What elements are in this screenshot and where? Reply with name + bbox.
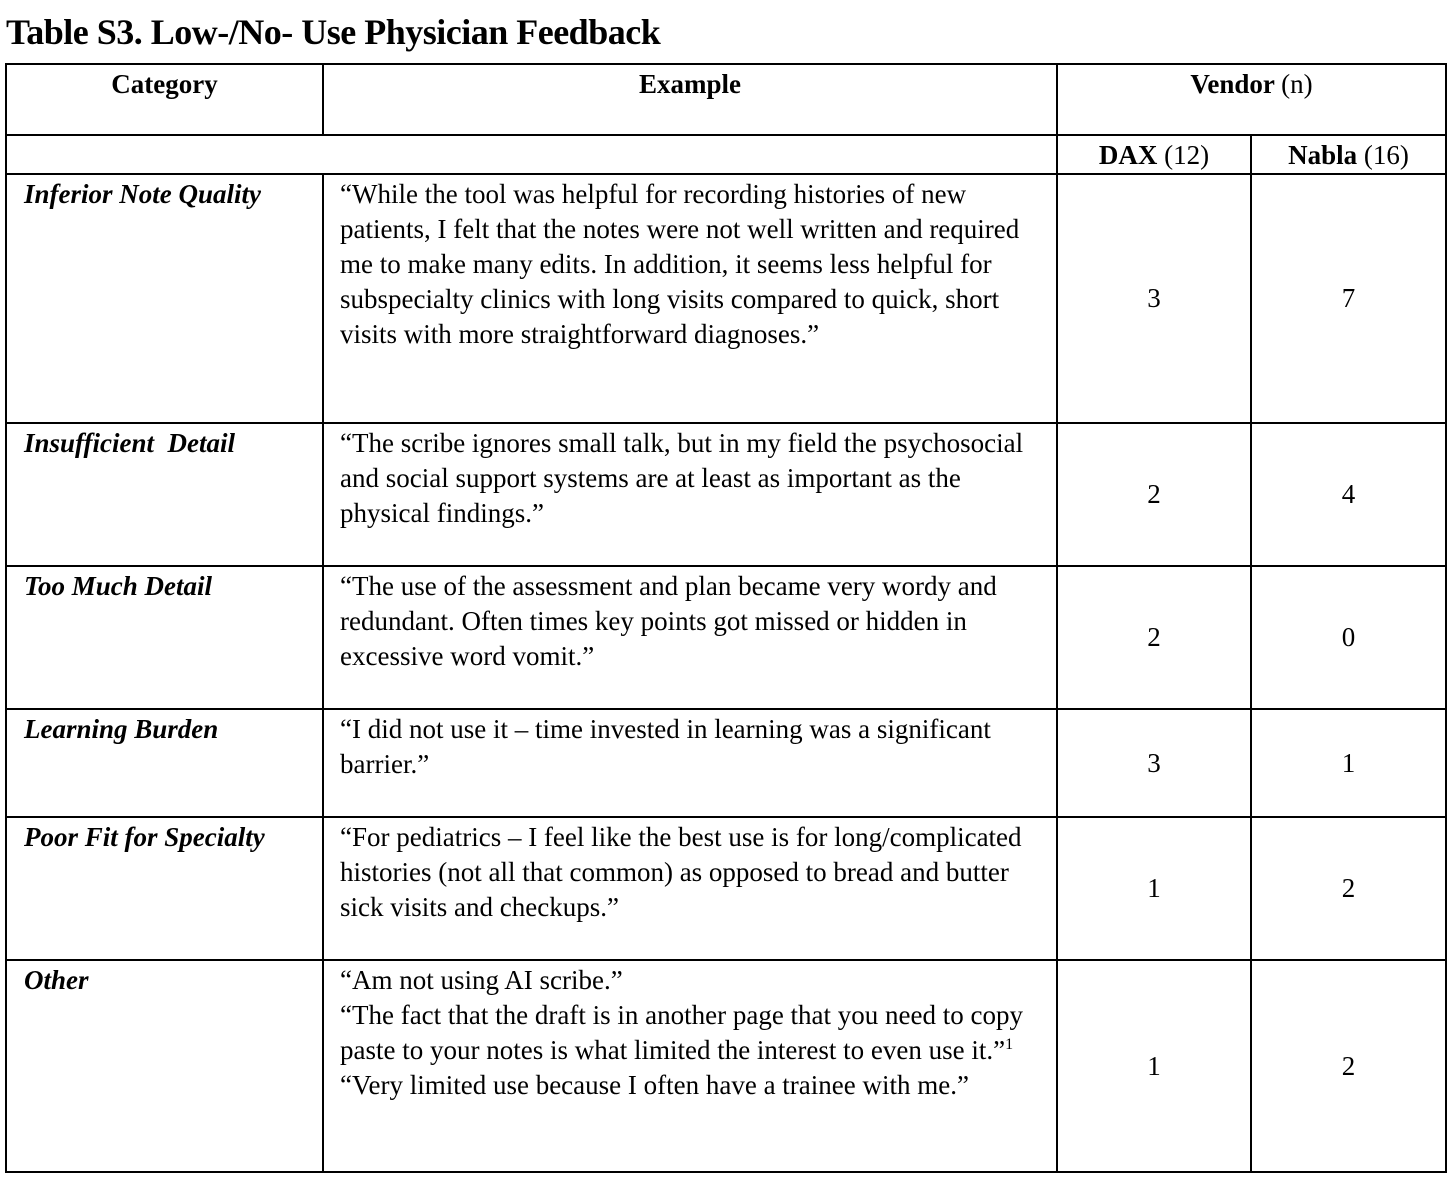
nabla-label: Nabla — [1288, 140, 1358, 170]
category-cell: Poor Fit for Specialty — [6, 817, 323, 960]
example-header: Example — [323, 64, 1057, 135]
table-row — [6, 566, 1446, 709]
example-quote: “Am not using AI scribe.” — [340, 965, 623, 995]
category-cell: Other — [6, 960, 323, 1172]
category-cell: Insufficient Detail — [6, 423, 323, 566]
example-quote: “For pediatrics – I feel like the best use is for long/complicated histories (not all that common) as opposed to bread and butter sick visits and checkups.” — [340, 822, 1022, 922]
feedback-table — [5, 63, 1447, 1173]
vendor-unit: (n) — [1281, 69, 1313, 99]
nabla-header — [1251, 135, 1446, 174]
subheader-row — [6, 135, 1446, 174]
vendor-label: Vendor — [1190, 69, 1275, 99]
nabla-count: 4 — [1251, 423, 1446, 566]
example-quote: “The scribe ignores small talk, but in my field the psychosocial and social support systems are at least as important as the physical findings.” — [340, 428, 1024, 528]
dax-count: 1 — [1057, 817, 1251, 960]
category-header: Category — [6, 64, 323, 135]
nabla-count: 0 — [1251, 566, 1446, 709]
table-row — [6, 817, 1446, 960]
example-cell — [323, 709, 1057, 817]
category-cell: Inferior Note Quality — [6, 174, 323, 423]
example-quote: “The use of the assessment and plan became very wordy and redundant. Often times key points got missed or hidden in excessive word vomit.” — [340, 571, 997, 671]
dax-count: 3 — [1057, 709, 1251, 817]
table-title: Table S3. Low-/No- Use Physician Feedback — [6, 12, 661, 52]
header-row — [6, 64, 1446, 135]
example-quote: “The fact that the draft is in another page that you need to copy paste to your notes is what limited the interest to even use it.” — [340, 1000, 1023, 1065]
example-cell — [323, 817, 1057, 960]
example-cell — [323, 566, 1057, 709]
example-cell — [323, 174, 1057, 423]
dax-count: 1 — [1057, 960, 1251, 1172]
table-row — [6, 423, 1446, 566]
example-quote: “While the tool was helpful for recording histories of new patients, I felt that the notes were not well written and required me to make many edits. In addition, it seems less helpful for subspecialty clinics with long visits compared to quick, short visits with more straightforward diagnoses.” — [340, 179, 1020, 349]
example-quote: “I did not use it – time invested in learning was a significant barrier.” — [340, 714, 991, 779]
dax-count: 2 — [1057, 423, 1251, 566]
table-row — [6, 960, 1446, 1172]
footnote-marker: 1 — [1005, 1036, 1014, 1053]
example-cell — [323, 423, 1057, 566]
table-row — [6, 709, 1446, 817]
nabla-count: 2 — [1251, 817, 1446, 960]
dax-header — [1057, 135, 1251, 174]
nabla-count: 1 — [1251, 709, 1446, 817]
dax-n: (12) — [1164, 140, 1210, 170]
dax-count: 3 — [1057, 174, 1251, 423]
category-cell: Too Much Detail — [6, 566, 323, 709]
nabla-n: (16) — [1363, 140, 1409, 170]
vendor-header — [1057, 64, 1446, 135]
table-row — [6, 174, 1446, 423]
nabla-count: 2 — [1251, 960, 1446, 1172]
example-cell — [323, 960, 1057, 1172]
dax-label: DAX — [1098, 140, 1158, 170]
category-cell: Learning Burden — [6, 709, 323, 817]
nabla-count: 7 — [1251, 174, 1446, 423]
dax-count: 2 — [1057, 566, 1251, 709]
example-quote: “Very limited use because I often have a trainee with me.” — [340, 1070, 969, 1100]
example-quote-with-footnote — [340, 998, 1048, 1068]
subheader-blank-cell — [6, 135, 1057, 174]
